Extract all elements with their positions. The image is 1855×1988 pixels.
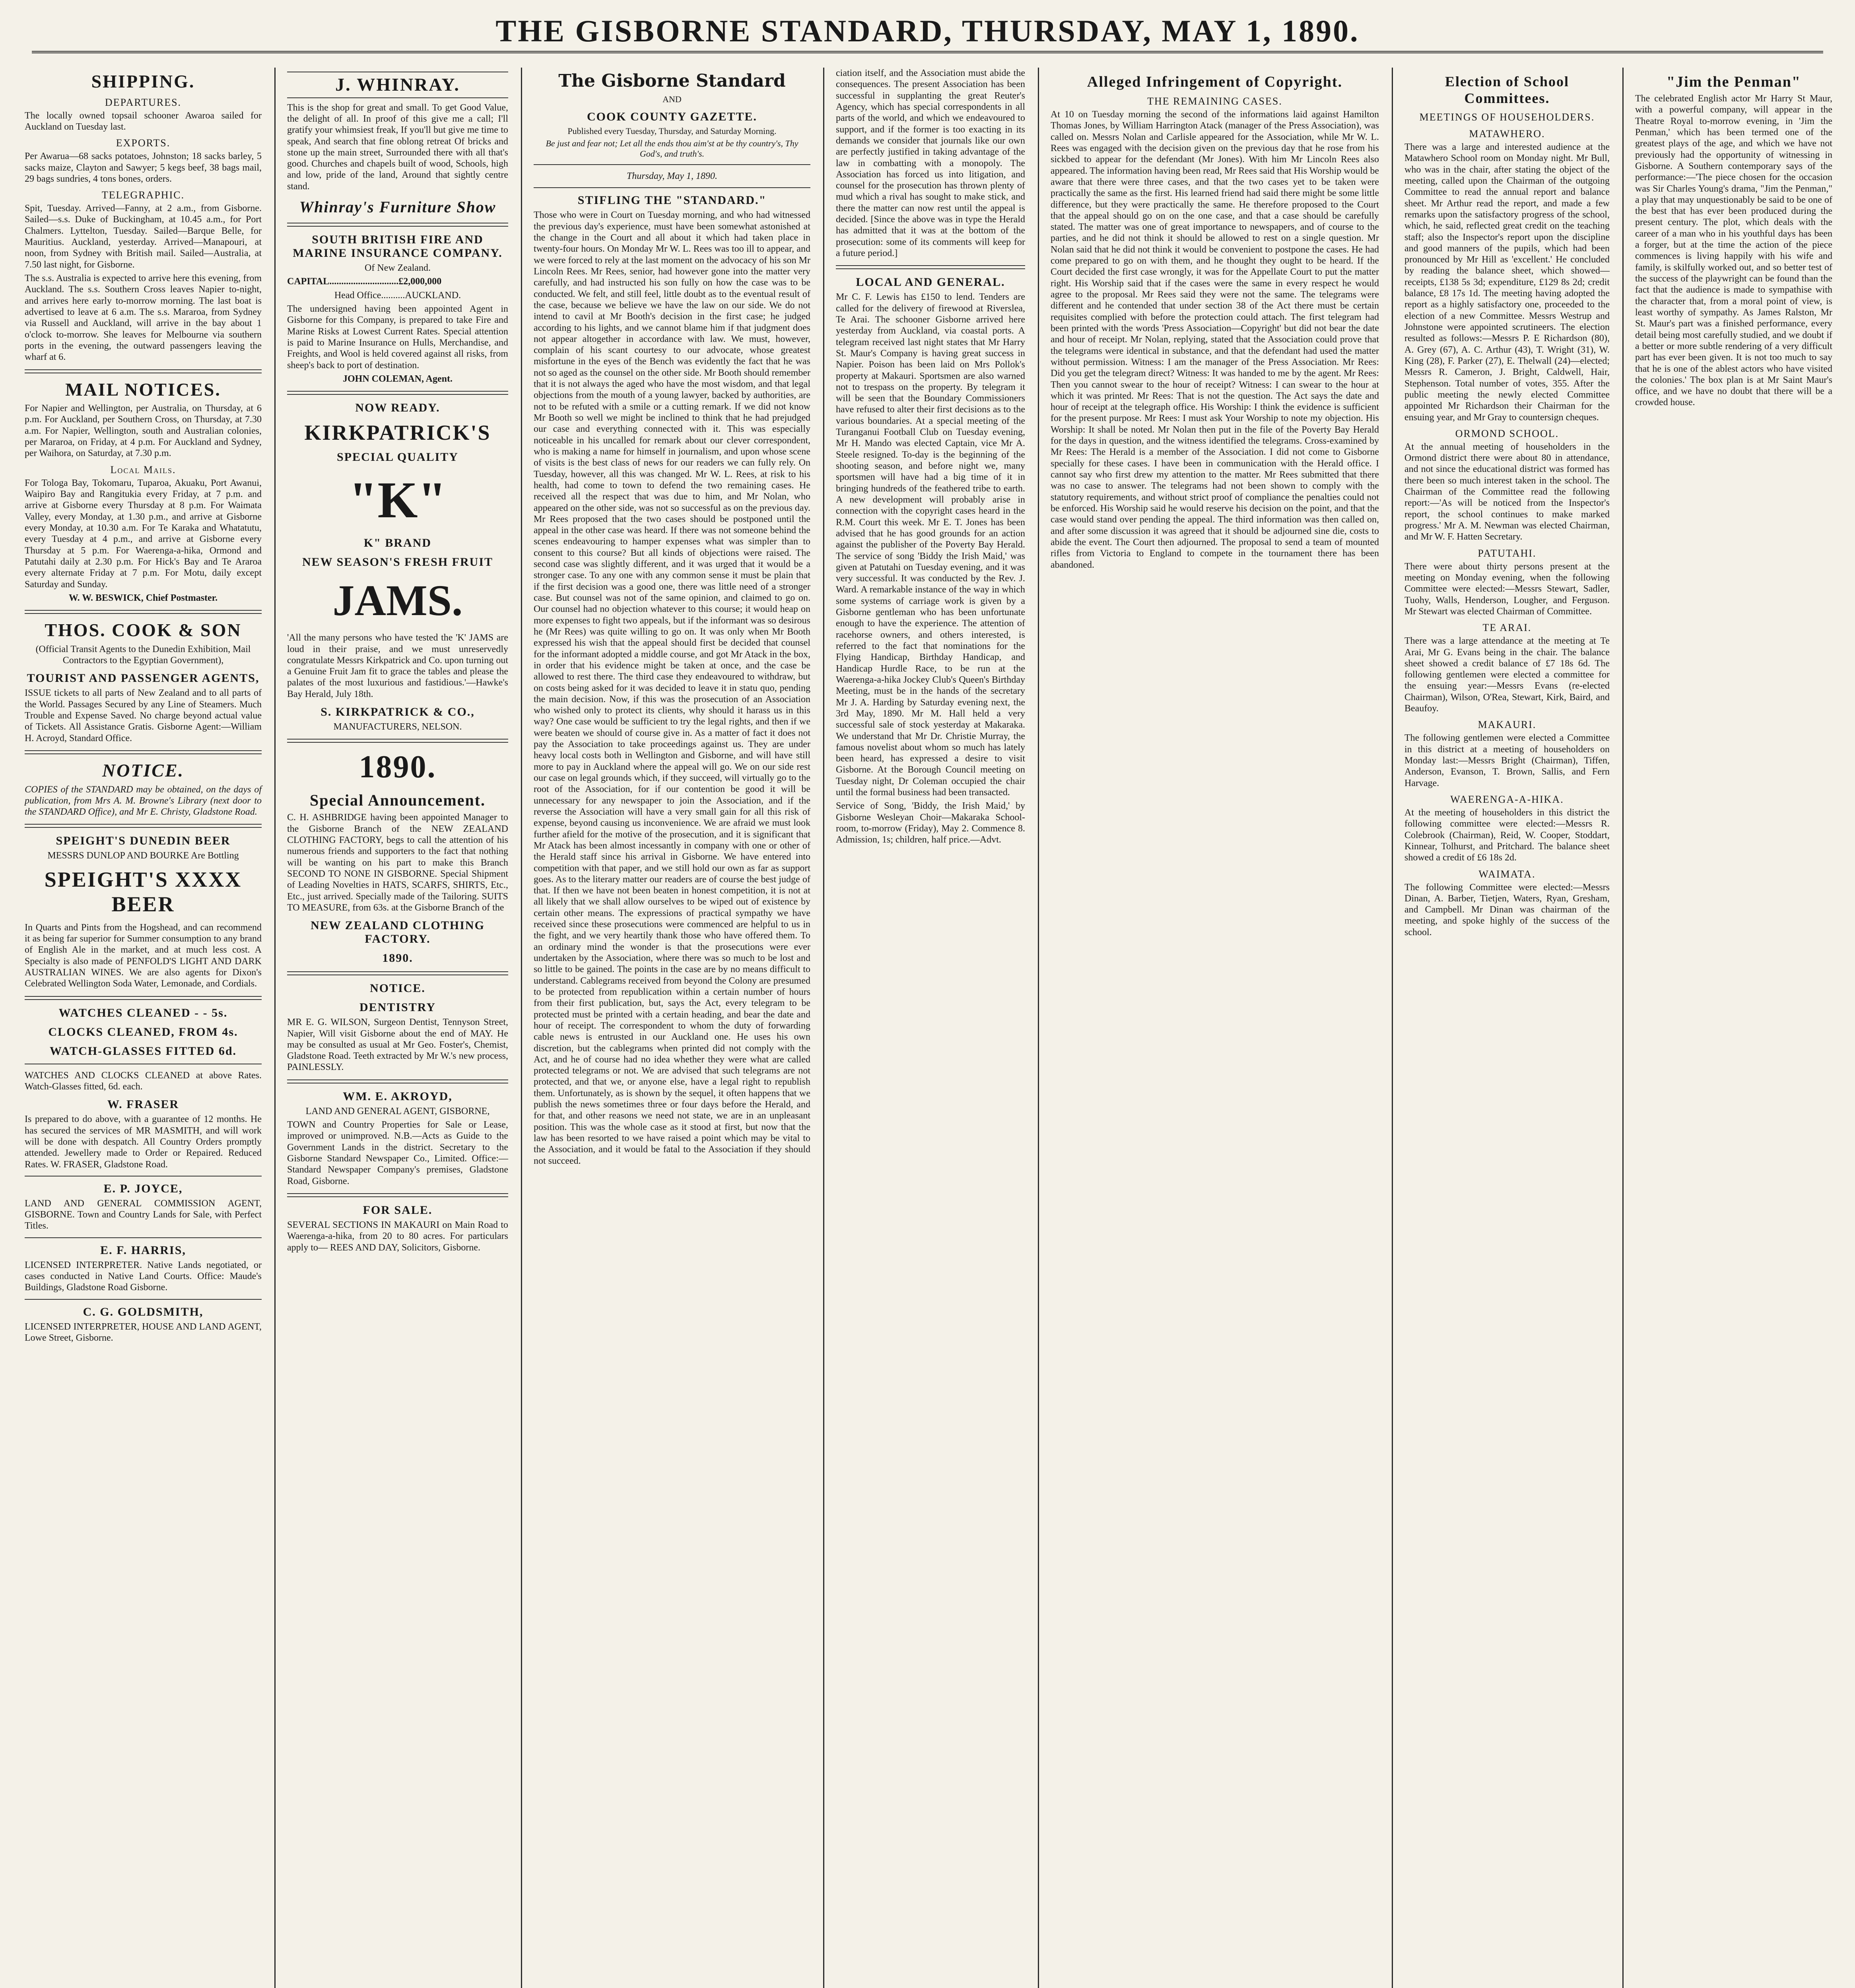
school-heading: Election of School Committees. <box>1445 74 1569 106</box>
divider <box>25 1237 262 1238</box>
goldsmith-text: LICENSED INTERPRETER, HOUSE AND LAND AGENT, Lowe Street, Gisborne. <box>25 1321 262 1343</box>
akroyd-text: TOWN and Country Properties for Sale or Lease, improved or unimproved. N.B.—Acts as Guide to the Government Lands in the district. Secretary to the Gisborne Standard Newspaper Co., Limited. Office:—Standard Newspaper Company's premises, Gladstone Road, Gisborne. <box>287 1120 508 1186</box>
paper-title: The Gisborne Standard <box>558 71 786 91</box>
paper-and: AND <box>662 94 682 104</box>
column-school-committees <box>1396 68 1618 1988</box>
column-jim-the-penman <box>1626 68 1841 1988</box>
forsale-heading: FOR SALE. <box>363 1203 433 1217</box>
announcement-text: C. H. ASHBRIDGE having been appointed Manager to the Gisborne Branch of the NEW ZEALAND CLOTHING FACTORY, begs to call the attention of his numerous friends and supporters to the fact that nothing will be wanting on his part to make this Branch SECOND TO NONE IN GISBORNE. Special Shipment of Leading Novelties in HATS, SCARFS, SHIRTS, Etc., Etc., just arrived. Specially made of the Tailoring. SUITS TO MEASURE, from 63s. at the Gisborne Branch of the <box>287 812 508 913</box>
watches-line-1: WATCHES CLEANED - - 5s. <box>58 1006 228 1019</box>
patutahi-heading: PATUTAHI. <box>1478 547 1536 559</box>
copyright-sub: THE REMAINING CASES. <box>1147 95 1282 107</box>
divider <box>287 223 508 227</box>
tearai-text: There was a large attendance at the meeting at Te Arai, Mr G. Evans being in the chair. The balance sheet showed a credit balance of £7 18s 6d. The following gentlemen were elected a committee for the ensuing year:—Messrs Evans (re-elected Chairman), Wilson, O'Rea, Stewart, Kirk, Baird, and Beaufoy. <box>1404 636 1610 714</box>
makauri-heading: MAKAURI. <box>1478 719 1536 731</box>
column-copyright-case <box>1042 68 1388 1988</box>
divider <box>25 610 262 614</box>
patutahi-text: There were about thirty persons present at the meeting on Monday evening, when the following Committee were elected:—Messrs Stewart, Sadler, Tuohy, Walls, Henderson, Lougher, and Ferguson. Mr Stewart was elected Chairman of Committee. <box>1404 561 1610 617</box>
joyce-name: E. P. JOYCE, <box>103 1182 183 1195</box>
kirk-maker2: MANUFACTURERS, NELSON. <box>333 722 462 732</box>
sbf-agent: JOHN COLEMAN, Agent. <box>343 373 453 384</box>
penman-heading: "Jim the Penman" <box>1666 74 1801 90</box>
kirk-brand: K" BRAND <box>363 536 432 550</box>
editorial-heading: STIFLING THE "STANDARD." <box>577 194 767 207</box>
sbf-capital: CAPITAL.............................£2,000,000 <box>287 276 442 287</box>
kirk-k-brand-mark: "K" <box>349 472 447 529</box>
divider <box>25 750 262 754</box>
whinray-text: This is the shop for great and small. To get Good Value, the delight of all. In proof of this give me a call; I'll gratify your whimsiest freak, If you'll but give me time to speak, And search that fine oblong retreat Of bricks and stone up the main street, Surrounded there with all that's good. Churches and chapels built of wood, Schools, high and low, pride of the land, Around that sightly centre stand. <box>287 102 508 192</box>
divider <box>534 164 810 165</box>
column-rule <box>521 68 522 1988</box>
speight-sub: MESSRS DUNLOP AND BOURKE Are Bottling <box>47 850 239 861</box>
akroyd-name: WM. E. AKROYD, <box>343 1089 453 1103</box>
waerenga-text: At the meeting of householders in this district the following committee were elected:—Messrs R. Colebrook (Chairman), Reid, W. Cooper, Stoddart, Kinnear, Tolhurst, and Pritchard. The balance sheet showed a credit of £6 18s 2d. <box>1404 807 1610 863</box>
divider <box>836 265 1025 269</box>
column-rule <box>1038 68 1039 1988</box>
announcement-nzcf: NEW ZEALAND CLOTHING FACTORY. <box>311 919 485 946</box>
penman-text: The celebrated English actor Mr Harry St Maur, with a powerful company, will appear in the Theatre Royal to-morrow evening, in 'Jim the Penman,' which has been termed one of the greatest plays of the age, and which we have not previously had the opportunity of witnessing in Gisborne. A Southern contemporary says of the performance:—'The piece chosen for the occasion was Sir Charles Young's drama, "Jim the Penman," a play that may unquestionably be said to be one of the best that has ever been produced during the present century. The plot, which deals with the career of a man who in his youthful days has been a forger, but at the time the action of the piece commences is living happily with his wife and family, is skilfully worked out, and so better test of the success of the playwright can be found than the fact that the audience is made to sympathise with the character that, from a moral point of view, is least worthy of sympathy. As James Ralston, Mr St. Maur's part was a finished performance, every detail being most carefully studied, and we doubt if a better or more subtle rendering of a very difficult part has ever been given. It is not too much to say that he is one of the ablest actors who have visited the colonies.' The box plan is at Mr Saint Maur's office, and we have no doubt that there will be a crowded house. <box>1635 93 1832 408</box>
harris-text: LICENSED INTERPRETER. Native Lands negotiated, or cases conducted in Native Land Courts. Office: Maude's Buildings, Gladstone Road Gisborne. <box>25 1260 262 1293</box>
column-shipping <box>16 68 270 1988</box>
shipping-heading: SHIPPING. <box>91 71 195 91</box>
ormond-heading: ORMOND SCHOOL. <box>1455 427 1559 439</box>
kirk-heading: KIRKPATRICK'S <box>304 421 491 445</box>
local-mails-text: For Tologa Bay, Tokomaru, Tuparoa, Akuaku, Port Awanui, Waipiro Bay and Rangitukia every Friday, at 7 p.m. and arrive at Gisborne every Thursday at 8 p.m. For Waimata Valley, every Monday, at 1.30 p.m., and arrive at Gisborne every Monday, at 10.30 a.m. For Te Karaka and Whatatutu, every Tuesday at 4 p.m., and arrive at Gisborne every Thursday at 5 p.m. For Waerenga-a-hika, Ormond and Patutahi daily at 2.30 p.m. For Hick's Bay and Te Araroa every alternate Friday at 7 p.m. For Motu, daily except Saturday and Sunday. <box>25 478 262 590</box>
notice-heading: NOTICE. <box>370 982 425 995</box>
kirk-maker: S. KIRKPATRICK & CO., <box>320 705 475 719</box>
watches-line-3: WATCH-GLASSES FITTED 6d. <box>49 1044 237 1058</box>
masthead: THE GISBORNE STANDARD, THURSDAY, MAY 1, 1890. <box>32 11 1823 53</box>
waimata-text: The following Committee were elected:—Messrs Dinan, A. Barber, Tietjen, Waters, Ryan, Gresham, and Campbell. Mr Dinan was chairman of the meeting, and spoke highly of the success of the school. <box>1404 882 1610 938</box>
cook-sub: (Official Transit Agents to the Dunedin Exhibition, Mail Contractors to the Egyptian Government), <box>35 644 251 666</box>
divider <box>25 824 262 828</box>
sbf-text: The undersigned having been appointed Agent in Gisborne for this Company, is prepared to take Fire and Marine Risks at Lowest Current Rates. Special attention is paid to Marine Insurance on Hulls, Merchandise, and Freights, and Wool is held covered against all risks, from sheep's back to port of destination. <box>287 304 508 371</box>
announcement-heading: Special Announcement. <box>309 791 486 810</box>
column-rule <box>823 68 824 1988</box>
goldsmith-name: C. G. GOLDSMITH, <box>83 1305 204 1318</box>
watches-line-2: CLOCKS CLEANED, FROM 4s. <box>48 1025 238 1039</box>
cook-tourist: TOURIST AND PASSENGER AGENTS, <box>27 672 260 685</box>
whinray-show: Whinray's Furniture Show <box>299 198 496 216</box>
makauri-text: The following gentlemen were elected a Committee in this district at a meeting of householders on Monday last:—Messrs Bright (Chairman), Tiffen, Anderson, Evanson, T. Brown, Sallis, and Fern Harvage. <box>1404 733 1610 788</box>
sbf-sub: Of New Zealand. <box>365 263 431 274</box>
song-advert: Service of Song, 'Biddy, the Irish Maid,' by Gisborne Wesleyan Choir—Makaraka School-room, to-morrow (Friday), May 2. Commence 8. Admission, 1s; children, half price.—Advt. <box>836 801 1025 845</box>
departures-text: The locally owned topsail schooner Awaroa sailed for Auckland on Tuesday last. <box>25 110 262 132</box>
cook-heading: THOS. COOK & SON <box>45 620 242 641</box>
dentistry-heading: DENTISTRY <box>359 1001 436 1014</box>
divider <box>25 369 262 373</box>
akroyd-sub: LAND AND GENERAL AGENT, GISBORNE, <box>305 1106 490 1116</box>
editorial-continued: ciation itself, and the Association must abide the consequences. The present Association has been successful in supplanting the great Reuter's Agency, which has special correspondents in all parts of the world, and which we endeavoured to support, and if the former is too exacting in its demands we consider that journals like our own are perfectly justified in taking advantage of the law in combatting with a monopoly. The Association has forced us into litigation, and counsel for the prosecution has thrown plenty of mud which a rival has sought to make stick, and there the matter can now rest until the appeal is decided. [Since the above was in type the Herald has admitted that it was at the bottom of the prosecution: some of its comments will keep for a future period.] <box>836 68 1025 258</box>
divider <box>534 187 810 188</box>
school-sub: MEETINGS OF HOUSEHOLDERS. <box>1419 111 1595 123</box>
local-general-heading: LOCAL AND GENERAL. <box>856 276 1005 289</box>
notice-heading: NOTICE. <box>102 760 185 780</box>
joyce-text: LAND AND GENERAL COMMISSION AGENT, GISBORNE. Town and Country Lands for Sale, with Perfect Titles. <box>25 1198 262 1231</box>
column-editorial <box>525 68 819 1988</box>
matawhero-text: There was a large and interested audience at the Matawhero School room on Monday night. Mr Bull, who was in the chair, after stating the object of the meeting, called upon the Chairman of the outgoing Committee to read the annual report and balance sheet. Mr Arthur read the report, and made a few remarks upon the satisfactory progress of the school, which, he said, reflected great credit on the teaching staff; also the Inspector's report upon the discipline and good manners of the pupils, which had been pronounced by Mr Hill as 'excellent.' He concluded by reading the balance sheet, which showed—receipts, £138 5s 3d; expenditure, £129 8s 2d; credit balance, £8 17s 1d. The meeting having adopted the report as a highly satisfactory one, proceeded to the election of a new Committee. Messrs Westrup and Johnstone were appointed scrutineers. The election resulted as follows:—Messrs P. E Richardson (80), A. Grey (67), A. C. Arthur (43), T. Wright (31), W. King (28), F. Parker (27), E. Thelwall (24)—elected; Messrs R. Cameron, J. Bright, Caldwell, Hair, Stephenson. Total number of votes, 355. After the public meeting the newly elected Committee appointed Mr Richardson their Chairman for the ensuing year, and Mr Gray to countersign cheques. <box>1404 142 1610 423</box>
fraser-more: Is prepared to do above, with a guarantee of 12 months. He has secured the services of MR MASMITH, and will work will be done with despatch. All Country Orders promptly attended. Jewellery made to Order or Repaired. Reduced Rates. W. FRASER, Gladstone Road. <box>25 1114 262 1170</box>
kirk-special: SPECIAL QUALITY <box>337 450 458 464</box>
column-rule <box>274 68 276 1988</box>
kirk-jams: JAMS. <box>332 576 463 625</box>
speight-big: SPEIGHT'S XXXX BEER <box>44 867 242 916</box>
paper-motto: Be just and fear not; Let all the ends thou aim'st at be thy country's, Thy God's, and truth's. <box>546 138 798 159</box>
edition-date: Thursday, May 1, 1890. <box>627 171 717 182</box>
notice-text: COPIES of the STANDARD may be obtained, on the days of publication, from Mrs A. M. Browne's Library (next door to the STANDARD Office), and Mr E. Christy, Gladstone Road. <box>25 784 262 817</box>
fraser-text: WATCHES AND CLOCKS CLEANED at above Rates. Watch-Glasses fitted, 6d. each. <box>25 1070 262 1092</box>
announcement-year: 1890. <box>359 749 437 785</box>
divider <box>287 739 508 743</box>
tearai-heading: TE ARAI. <box>1482 622 1532 634</box>
speight-text: In Quarts and Pints from the Hogshead, and can recommend it as being far superior for Summer consumption to any brand of English Ale in the market, and at much less cost. A Specialty is also made of PENFOLD'S LIGHT AND DARK AUSTRALIAN WINES. We are also agents for Dixon's Celebrated Wellington Soda Water, Lemonade, and Cordials. <box>25 922 262 989</box>
divider <box>287 391 508 395</box>
shipping-note: The s.s. Australia is expected to arrive here this evening, from Auckland. The s.s. Southern Cross leaves Napier to-night, and arrives here early to-morrow morning. The last boat is advertised to leave at 6 a.m. The s.s. Mararoa, from Sydney via Russell and Auckland, will arrive in the bay about 1 o'clock to-morrow. She leaves for Melbourne via southern ports in the evening, the outward passengers leaving the wharf at 6. <box>25 273 262 363</box>
paper-subtitle: COOK COUNTY GAZETTE. <box>587 110 758 123</box>
local-mails-heading: Local Mails. <box>110 464 176 476</box>
forsale-text: SEVERAL SECTIONS IN MAKAURI on Main Road to Waerenga-a-hika, from 20 to 80 acres. For particulars apply to— REES AND DAY, Solicitors, Gisborne. <box>287 1219 508 1253</box>
exports-text: Per Awarua—68 sacks potatoes, Johnston; 18 sacks barley, 5 sacks maize, Clayton and Sawyer; 5 kegs beef, 38 bags mail, 29 bags sundries, 4 tons bones, orders. <box>25 151 262 184</box>
speight-heading: SPEIGHT'S DUNEDIN BEER <box>56 834 231 848</box>
waimata-heading: WAIMATA. <box>1478 868 1536 880</box>
announcement-year-2: 1890. <box>382 951 413 965</box>
kirk-quote: 'All the many persons who have tested the 'K' JAMS are loud in their praise, and we must unreservedly congratulate Messrs Kirkpatrick and Co. upon turning out a Genuine Fruit Jam fit to grace the tables and please the palates of the most luxurious and fastidious.'—Hawke's Bay Herald, July 18th. <box>287 633 508 699</box>
mail-notices-heading: MAIL NOTICES. <box>65 379 221 400</box>
column-advertisements <box>278 68 517 1988</box>
divider <box>287 1193 508 1197</box>
waerenga-heading: WAERENGA-A-HIKA. <box>1450 793 1564 805</box>
mail-text: For Napier and Wellington, per Australia, on Thursday, at 6 p.m. For Auckland, per Southern Cross, on Thursday, at 7.30 a.m. For Napier, Wellington, south and Australian colonies, per Mararoa, on Friday, at 4 p.m. For Auckland and Sydney, per Waihora, on Saturday, at 7.30 p.m. <box>25 403 262 459</box>
departures-heading: DEPARTURES. <box>105 96 182 108</box>
paper-publication: Published every Tuesday, Thursday, and Saturday Morning. <box>567 126 777 136</box>
sbf-office: Head Office..........AUCKLAND. <box>334 290 461 301</box>
ormond-text: At the annual meeting of householders in the Ormond district there were about 80 in attendance, and not since the educational district was formed has there been so much interest taken in the school. The Chairman of the Committee read the following report:—'As will be noticed from the Inspector's report, the school continues to make marked progress.' Mr A. M. Newman was elected Chairman, and Mr W. F. Hatten Secretary. <box>1404 441 1610 542</box>
divider <box>25 996 262 1000</box>
sbf-heading: SOUTH BRITISH FIRE AND MARINE INSURANCE COMPANY. <box>293 233 503 260</box>
telegraphic-text: Spit, Tuesday. Arrived—Fanny, at 2 a.m., from Gisborne. Sailed—s.s. Duke of Buckingham, at 10.45 a.m., for Port Chalmers. Lyttelton, Tuesday. Sailed—Barque Belle, for Mauritius. Auckland, yesterday. Arrived—Manapouri, at noon, from Sydney with British mail. Sailed—Australia, at 7.50 last night, for Gisborne. <box>25 203 262 270</box>
editorial-text: Those who were in Court on Tuesday morning, and who had witnessed the previous day's experience, must have been somewhat astonished at the change in the Court and all about it which had taken place in twenty-four hours. On Monday Mr W. L. Rees was too ill to appear, and we were forced to rely at the last moment on the advocacy of his son Mr Lincoln Rees. Mr Rees, senior, had however gone into the matter very carefully, and had instructed his son fully on how the case was to be conducted. We felt, and still feel, little doubt as to the eventual result of the case, because we believe we have the law on our side. We do not intend to cavil at Mr Booth's decision in the first case; he judged according to his lights, and we cannot blame him if that judgment does not appear altogether in accordance with law. We must, however, complain of his scant courtesy to our advocate, whose greatest misfortune in the eyes of the Bench was evidently the fact that he was not so aged as the counsel on the other side. Mr Booth should remember that it is not always the aged who have the most wisdom, and that legal objections from the mouth of a young lawyer, backed by authorities, are not to be refuted with a smile or a cutting remark. If we did not know Mr Booth so well we might be inclined to think that he had prejudged our case and everything connected with it. This was especially noticeable in his uncalled for remark about our clever correspondent, who is making a name for himself in journalism, and upon whose scene of visits is the best class of news for our readers we can fully rely. On Tuesday, however, all this was changed. Mr W. L. Rees, at risk to his health, had come to town to defend the two remaining cases. He received all the respect that was due to him, and Mr Nolan, who appeared on the other side, was not so successful as on the previous day. Mr Rees proposed that the two cases should be postponed until the appeal in the other case was heard. If there was not someone behind the scenes endeavouring to hamper expenses what was simpler than to consent to this course? But all kinds of objections were raised. The second case was slightly different, and it was urged that it would be a stronger case. To any one with any common sense it must be plain that if the first decision was a good one, there was little need of a stronger case. But counsel was not of the same opinion, and claimed to go on. Our counsel had no objection whatever to this course; it would heap on more expenses to fight two appeals, but if the informant was so desirous he (Mr Rees) was quite willing to go on. It was only when Mr Booth expressed his wish that the appeal should first be decided that counsel for the informant adopted a middle course, and got Mr Atack in the box, in order that his evidence might be taken at once, and the case be allowed to rest there. The third case they endeavoured to withdraw, but on costs being asked for it was decided to leave it in statu quo, pending the main decision. Now, if this was the prosecution of an Association who wished only to protect its clients, why should it harass us in this way? One case would be sufficient to try the legal rights, and then if we were beaten we should of course give in. As a matter of fact it does not pay the Association to take proceedings against us. They are under heavy local costs both in Wellington and Gisborne, and will have still more to pay in Auckland where the appeal will go. We on our side rest our case on legal grounds which, if they succeed, will virtually go to the root of the Association, for if our contention be good it will be unnecessary for any newspaper to join the Association, and if the reverse the Association will have a very small gain for all this risk of expense, beyond causing us inconvenience. We are afraid we must look further afield for the motive of the prosecution, and it is significant that Mr Atack has been almost incessantly in company with one or other of the Herald staff since his arrival in Gisborne. We have entered into competition with that paper, and we still hold our own as far as support goes. As to the literary matter our readers are of course the best judge of that. If then we have not been beaten in honest competition, it is not at all likely that we shall allow ourselves to be wiped out of existence by certain other means. The expressions of practical sympathy we have received since these prosecutions were commenced are helpful to us in the fight, and we very heartily thank those who have offered them. To an ordinary mind the wonder is that the prosecutions were ever undertaken by the Association, where there was so much to be lost and so little to be gained. The points in the case are by no means difficult to understand. Cablegrams received from beyond the Colony are presumed to be protected from republication within a certain number of hours from their first publication, but, says the Act, every telegram to be protected must be printed with a certain heading, and bear the date and hour of receipt. The correspondent to whom the duty of forwarding cable news is entrusted in our Auckland one. He uses his own discretion, but the cablegrams when printed did not comply with the Act, and he of course had no idea whether they were what are called protected telegrams or not. We are advised that such telegrams are not protected, and that we, or anyone else, have a legal right to republish them. Unfortunately, as is shown by the sequel, it often happens that we publish the news sometimes three or four days before the Herald, and for that, and other reasons we need not state, we are in an unpleasant position. This was the whole case as it stood at first, but now that the law has been resorted to we have raised a point which may be vital to the Association, and it would be fatal to the Association if they should not succeed. <box>534 210 810 1166</box>
postmaster: W. W. BESWICK, Chief Postmaster. <box>68 592 218 603</box>
telegraphic-heading: TELEGRAPHIC. <box>101 189 185 201</box>
matawhero-heading: MATAWHERO. <box>1469 128 1545 140</box>
whinray-heading: J. WHINRAY. <box>287 72 508 98</box>
copyright-heading: Alleged Infringement of Copyright. <box>1087 74 1343 90</box>
divider <box>287 971 508 975</box>
kirk-now-ready: NOW READY. <box>355 401 440 415</box>
kirk-season: NEW SEASON'S FRESH FRUIT <box>302 555 493 569</box>
local-general-text: Mr C. F. Lewis has £150 to lend. Tenders are called for the delivery of firewood at Riverslea, Te Arai. The schooner Gisborne arrived here yesterday from Auckland, via coastal ports. A telegram received last night states that Mr Harry St. Maur's Company is having great success in Napier. Poison has been laid on Mrs Pollok's property at Makauri. Sportsmen are also warned not to trespass on the property. By telegram it will be seen that the Boundary Commissioners have refused to alter their first decisions as to the various boundaries. At a special meeting of the Turanganui Football Club on Tuesday evening, Mr H. Mando was elected Captain, vice Mr A. Steele resigned. To-day is the beginning of the shooting season, and before night we, many sportsmen will have had a big time of it in bringing hundreds of the feathered tribe to earth. A new development will probably arise in connection with the copyright cases heard in the R.M. Court this week. Mr E. T. Jones has been advised that he has good grounds for an action against the publisher of the Poverty Bay Herald. The service of song 'Biddy the Irish Maid,' was given at Patutahi on Tuesday evening, and it was very successful. It was conducted by the Rev. J. Ward. A remarkable instance of the way in which some systems of carriage work is given by a Gisborne gentleman who has been unfortunate enough to have the experience. The attention of racehorse owners, and others interested, is referred to the fact that nominations for the Flying Handicap, Birthday Handicap, and Handicap Hurdle Race, to be run at the Waerenga-a-hika Jockey Club's Queen's Birthday Meeting, must be in the hands of the secretary Mr J. A. Harding by Saturday evening next, the 3rd May, 1890. Mr M. Hall held a very successful sale of stock yesterday at Makaraka. We understand that Mr Dr. Christie Murray, the famous novelist about whom so much has lately been heard, has expressed a desire to visit Gisborne. At the Borough Council meeting on Tuesday night, Dr Coleman occupied the chair until the formal business had been transacted. <box>836 292 1025 798</box>
dentistry-text: MR E. G. WILSON, Surgeon Dentist, Tennyson Street, Napier, Will visit Gisborne about the end of MAY. He may be consulted as usual at Mr Geo. Foster's, Chemist, Gladstone Road. Teeth extracted by Mr W.'s new process, PAINLESSLY. <box>287 1017 508 1073</box>
copyright-text: At 10 on Tuesday morning the second of the informations laid against Hamilton Thomas Jones, by William Harrington Atack (manager of the Press Association), was called on. Messrs Nolan and Carlisle appeared for the Association, while Mr W. L. Rees was engaged with the decision given on the previous day that he rose from his sickbed to appear for the defendant (Mr Jones). With him Mr Lincoln Rees also appeared. The information having been read, Mr Rees said that His Worship would be aware that there were three cases, and that the two cases yet to be taken were practically the same as the first. His learned friend had said there might be some little difference, but they were practically the same. He therefore proposed to the Court that the appeal should go on on the one case, and that a case should be carefully stated. The matter was one of great importance to newspapers, and of course to the parties, and he did not think it should be allowed to rest on a single question. Mr Nolan said that he did not think it would be convenient to postpone the cases. He had come prepared to go on with them, and he thought they ought to be heard. If the Court decided the first case wrongly, it was for the Appellate Court to put the matter right. His Worship said that if the cases were the same in every respect he would agree to the proposal. Mr Rees said they were not the same. The telegrams were different and he contended that under section 38 of the Act there must be certain requisites complied with before the protection could attach. The first telegram had been printed with the words 'Press Association—Copyright' but did not bear the date and hour of receipt. Mr Nolan, replying, stated that the Association could prove that the telegrams were identical in substance, and that the defendant had used the matter without permission. Witness: I am the manager of the Press Association. Mr Rees: Did you get the telegram direct? Witness: It was handed to me by the agent. Mr Rees: Then you cannot swear to the hour of receipt? Witness: I can swear to the hour at which it was printed. Mr Rees: That is not the question. The Act says the date and hour of receipt at the telegraph office. His Worship: I think the evidence is sufficient for the present purpose. Mr Rees: I must ask Your Worship to note my objection. His Worship: It shall be noted. Mr Nolan then put in the file of the Poverty Bay Herald for the days in question, and the witness identified the telegrams. Cross-examined by Mr Rees: The Herald is a member of the Association. I did not come to Gisborne specially for these cases. I have been in communication with the Herald office. I cannot say who first drew my attention to the matter. Mr Rees submitted that there was no case to answer. The telegrams had not been shown to comply with the statutory requirements, and without strict proof of compliance the penalties could not be enforced. His Worship said he would reserve his decision on the point, and that the case would stand over pending the appeal. The third information was then called on, and after some discussion it was agreed that it should be adjourned sine die, costs to abide the event. The Court then adjourned. The proposal to send a team of mounted rifles from Victoria to England to compete in the tournament there has been abandoned. <box>1051 109 1379 570</box>
fraser-name: W. FRASER <box>107 1098 179 1111</box>
column-rule <box>1622 68 1624 1988</box>
column-local-general <box>827 68 1034 1988</box>
harris-name: E. F. HARRIS, <box>100 1243 186 1257</box>
cook-text: ISSUE tickets to all parts of New Zealand and to all parts of the World. Passages Secured by any Line of Steamers. Much Trouble and Expense Saved. No charge beyond actual value of Tickets. All Assistance Gratis. Gisborne Agent:—William H. Acroyd, Standard Office. <box>25 688 262 744</box>
exports-heading: EXPORTS. <box>116 137 171 149</box>
column-rule <box>1392 68 1393 1988</box>
divider <box>25 1299 262 1300</box>
divider <box>287 1079 508 1083</box>
